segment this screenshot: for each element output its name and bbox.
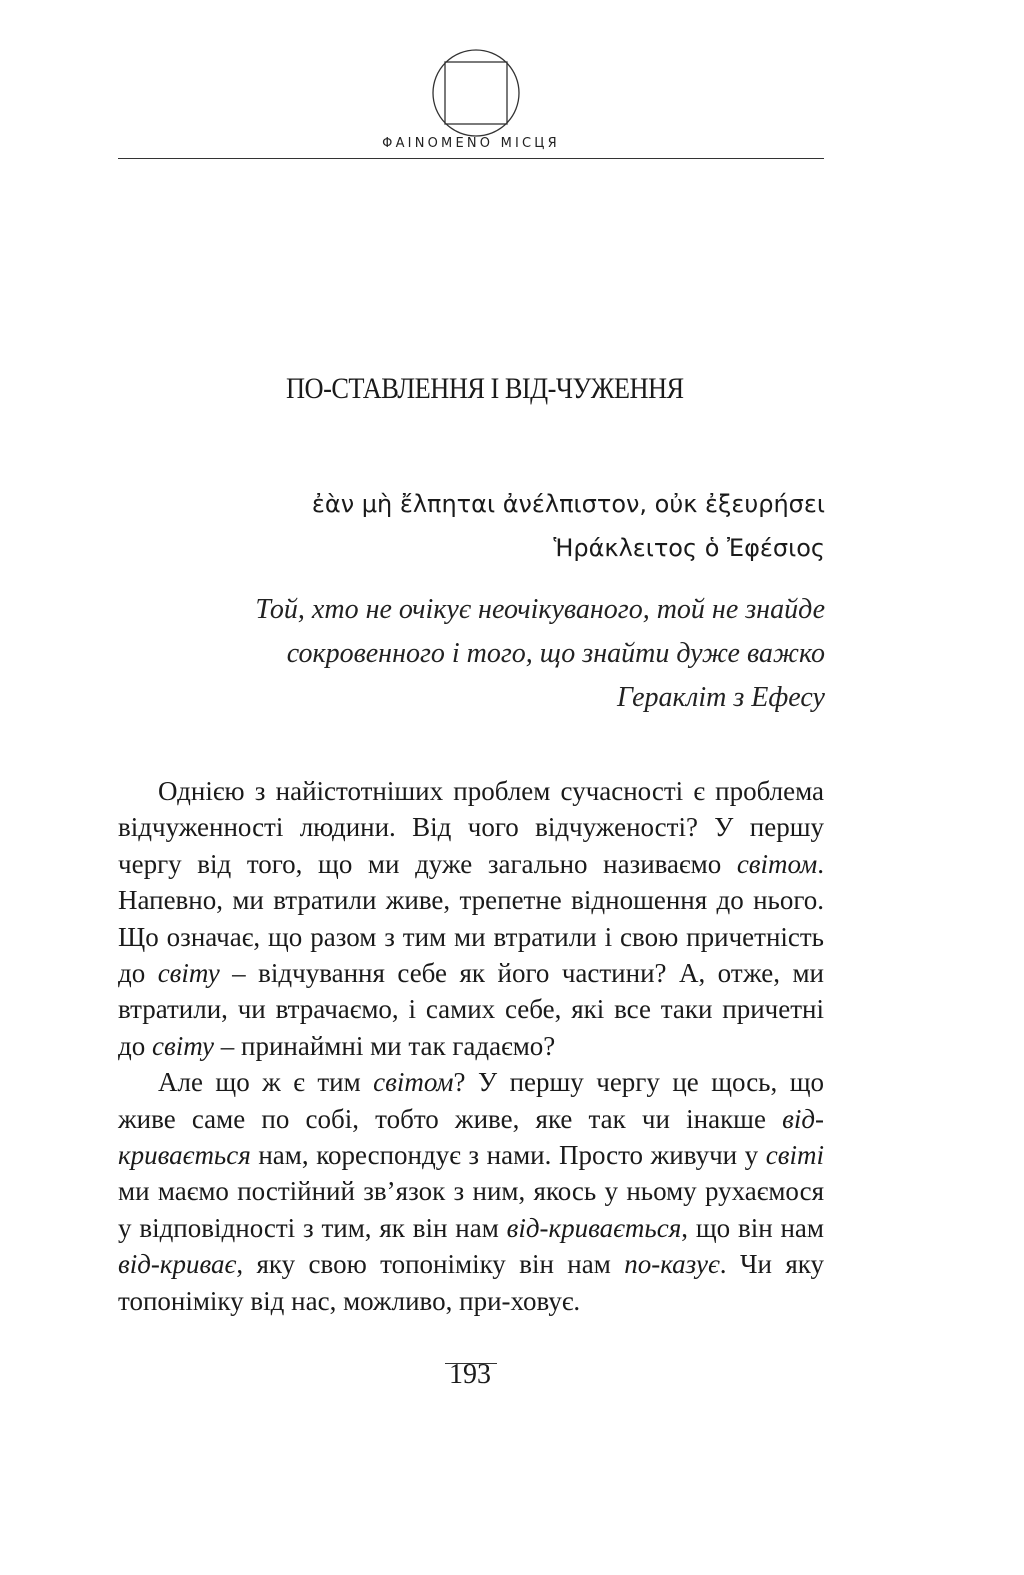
paragraph-text: – відчування себе як його частини? А, отже, ми втратили, чи втрачаємо, і самих себе, які все таки причетні до xyxy=(118,958,824,1061)
paragraph-text: . Чи яку топоніміку від нас, можливо, при-ховує. xyxy=(118,1249,824,1316)
paragraph-text: нам, кореспондує з нами. Просто живучи у xyxy=(250,1140,766,1171)
chapter-title: ПО-СТАВЛЕННЯ І ВІД-ЧУЖЕННЯ xyxy=(285,372,684,405)
emphasis: світом xyxy=(373,1067,454,1098)
epigraph-greek-author: Ἡράκλειτος ὁ Ἐφέσιος xyxy=(553,534,825,562)
epigraph-greek-quote: ἐὰν μὴ ἔλπηται ἀνέλπιστον, οὐκ ἐξευρήσει xyxy=(311,490,825,518)
circle-square-logo-icon xyxy=(431,48,521,138)
paragraph-text: . Напевно, ми втратили живе, трепетне відношення до нього. Що означає, що разом з тим ми втратили і свою причетність до xyxy=(118,848,824,989)
paragraph-text: ми маємо постійний зв’язок з ним, якось у ньому рухаємося у відповідності з тим, як він нам xyxy=(118,1176,824,1243)
epigraph-translation xyxy=(255,588,825,720)
page-number: 193 xyxy=(449,1359,491,1390)
paragraph-text: – принаймні ми так гадаємо? xyxy=(214,1030,556,1061)
running-head: ΦAINOMENO МІСЦЯ xyxy=(382,136,560,151)
emphasis: світі xyxy=(765,1140,824,1171)
emphasis: світу xyxy=(152,1030,215,1061)
emphasis: світом xyxy=(736,848,818,879)
paragraph-text: Однією з найістотніших проблем сучасності є проблема відчуженності людини. Від чого відчуженості? У першу чергу від того, що ми дуже загально називаємо xyxy=(118,776,824,879)
epigraph-translation-line-2: сокровенного і того, що знайти дуже важко xyxy=(286,638,825,669)
emphasis: від-кривається xyxy=(118,1103,824,1171)
body-text xyxy=(118,773,824,1319)
emphasis: світу xyxy=(157,958,220,989)
emphasis: від-криває xyxy=(118,1249,237,1280)
emphasis: по-казує xyxy=(624,1249,720,1280)
paragraph-text: , яку свою топоніміку він нам xyxy=(236,1249,625,1280)
epigraph-translation-line-1: Той, хто не очікує неочікуваного, той не знайде xyxy=(255,594,825,625)
paragraph-text: ? У першу чергу це щось, що живе саме по собі, тобто живе, яке так чи інакше xyxy=(118,1067,824,1134)
epigraph-greek xyxy=(312,482,825,570)
paragraph-text: Але що ж є тим xyxy=(158,1067,374,1098)
paragraph-text: , що він нам xyxy=(681,1212,824,1243)
emphasis: від-кривається xyxy=(506,1212,682,1243)
epigraph-translation-author: Геракліт з Ефесу xyxy=(616,682,825,713)
header-rule xyxy=(118,158,824,159)
paragraph-2 xyxy=(118,1064,824,1319)
paragraph-1 xyxy=(118,773,824,1064)
